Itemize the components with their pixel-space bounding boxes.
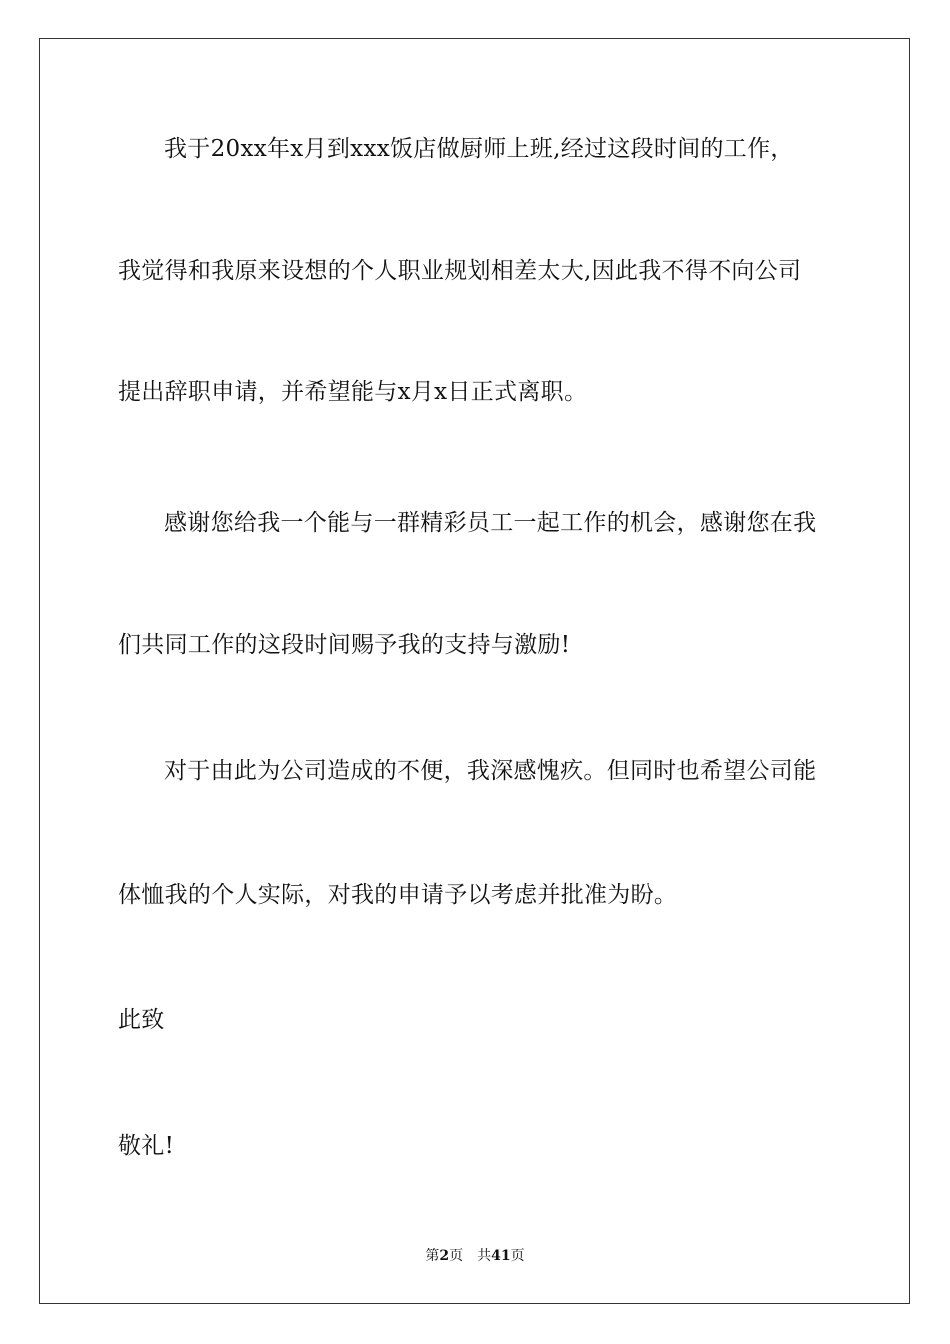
closing-salutation: 此致: [118, 1007, 165, 1033]
page-border: [39, 38, 910, 1304]
paragraph-1-line-3: 提出辞职申请，并希望能与x月x日正式离职。: [118, 379, 588, 405]
page-unit: 页: [449, 1248, 464, 1264]
page-total: 41: [491, 1248, 511, 1264]
paragraph-1-line-1: 我于20xx年x月到xxx饭店做厨师上班,经过这段时间的工作，: [164, 136, 794, 162]
total-unit: 页: [510, 1248, 525, 1264]
paragraph-1-line-2: 我觉得和我原来设想的个人职业规划相差太大,因此我不得不向公司: [118, 258, 802, 284]
paragraph-3-line-1: 对于由此为公司造成的不便，我深感愧疚。但同时也希望公司能: [164, 758, 817, 784]
page-footer: [0, 1246, 950, 1266]
page-current: 2: [439, 1248, 450, 1264]
page-prefix: 第: [425, 1248, 440, 1264]
paragraph-3-line-2: 体恤我的个人实际，对我的申请予以考虑并批准为盼。: [118, 882, 678, 908]
paragraph-2-line-1: 感谢您给我一个能与一群精彩员工一起工作的机会，感谢您在我: [164, 510, 817, 536]
total-prefix: 共: [477, 1248, 492, 1264]
paragraph-2-line-2: 们共同工作的这段时间赐予我的支持与激励!: [118, 632, 571, 658]
closing-regards: 敬礼!: [118, 1133, 175, 1159]
